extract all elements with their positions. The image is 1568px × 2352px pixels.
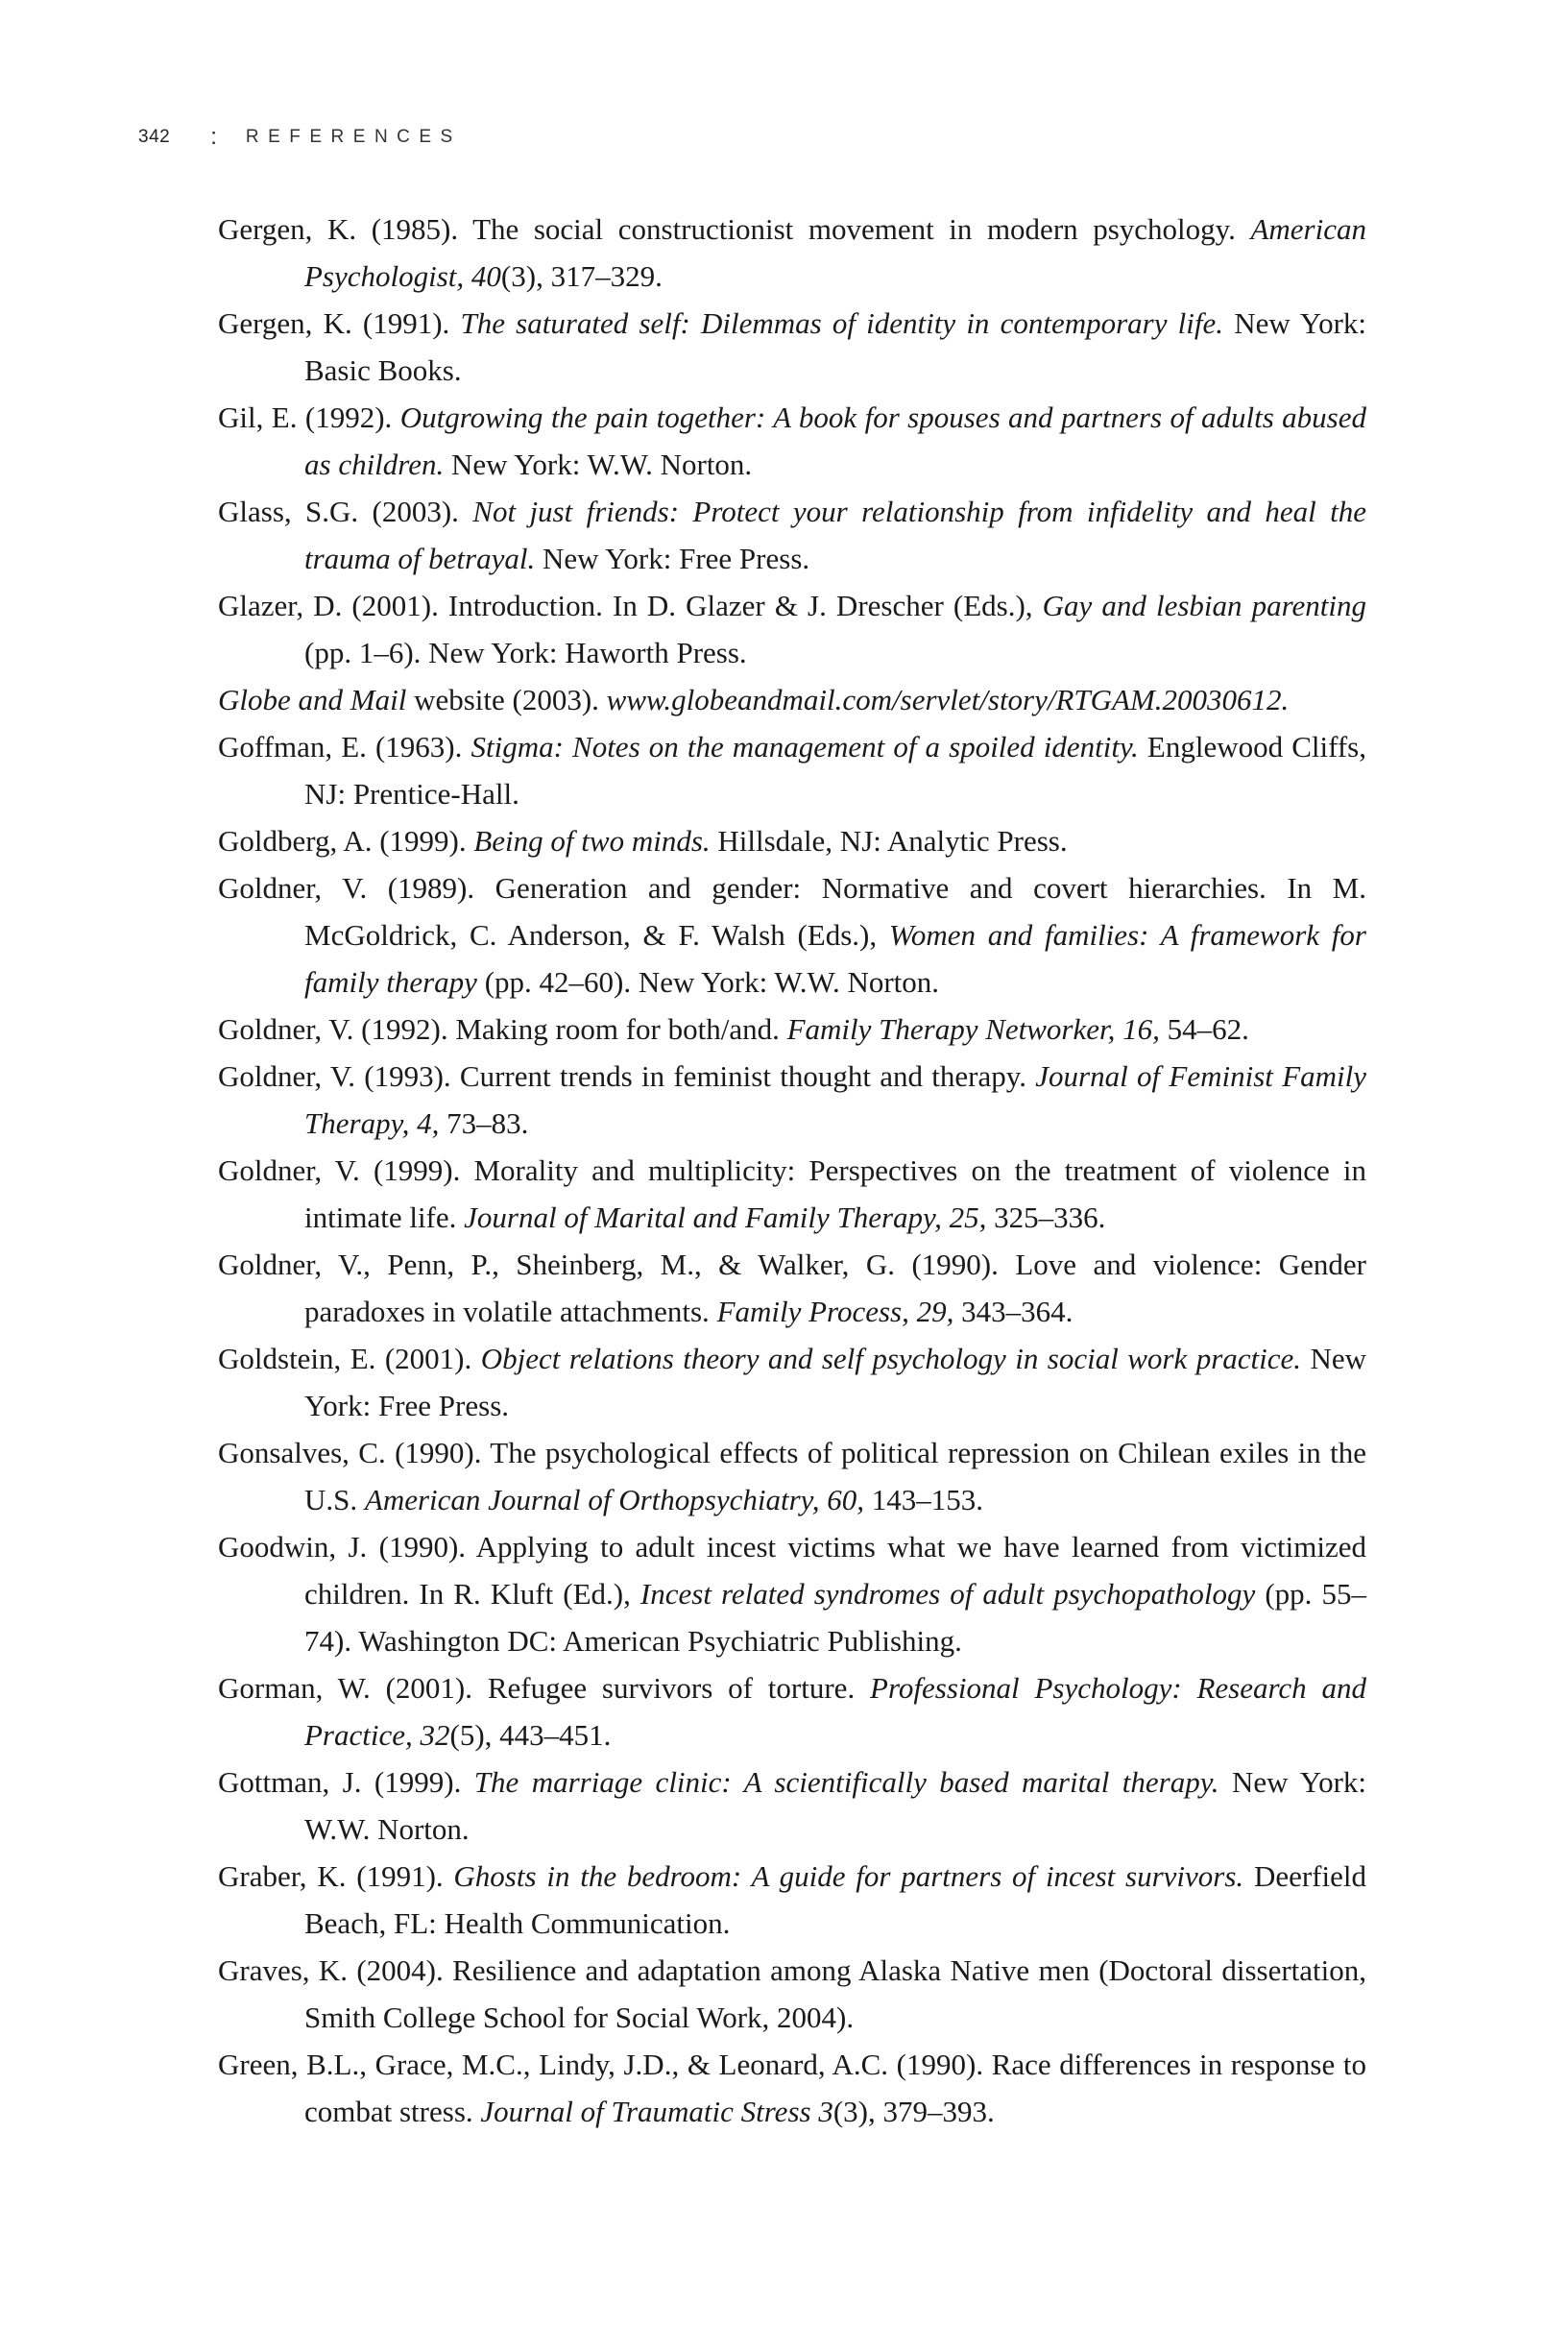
reference-text: Goldstein, E. (2001). (218, 1342, 481, 1375)
reference-text: (pp. 42–60). New York: W.W. Norton. (476, 965, 940, 999)
reference-title-italic: Professional Psychology: Research and Practice, 32 (304, 1671, 1367, 1752)
reference-entry (218, 1006, 1366, 1053)
reference-title-italic: Incest related syndromes of adult psychopathology (639, 1577, 1256, 1611)
reference-title-italic: Stigma: Notes on the management of a spoiled identity. (470, 730, 1139, 764)
reference-title-italic: Being of two minds. (473, 824, 711, 858)
reference-entry (218, 1335, 1366, 1429)
reference-text: website (2003). (406, 683, 607, 716)
reference-text: (pp. 55–74). Washington DC: American Psychiatric Publishing. (304, 1577, 1367, 1658)
reference-text: Goldberg, A. (1999). (218, 824, 474, 858)
reference-entry (218, 864, 1366, 1006)
reference-text: 343–364. (953, 1295, 1073, 1328)
reference-text: New York: W.W. Norton. (304, 1765, 1367, 1846)
reference-title-italic: Family Process, 29, (716, 1295, 954, 1328)
reference-text: New York: Basic Books. (304, 306, 1367, 387)
reference-entry (218, 676, 1366, 723)
reference-entry (218, 1853, 1366, 1947)
reference-title-italic: Outgrowing the pain together: A book for spouses and partners of adults abused as children. (304, 400, 1367, 481)
reference-entry (218, 1241, 1366, 1335)
reference-title-italic: Globe and Mail (218, 683, 407, 716)
reference-entry (218, 1947, 1366, 2041)
reference-title-italic: Women and families: A framework for family therapy (304, 918, 1366, 999)
reference-title-italic: Not just friends: Protect your relationship from infidelity and heal the trauma of betrayal. (304, 495, 1366, 575)
reference-title-italic: Journal of Feminist Family Therapy, 4, (304, 1059, 1367, 1140)
reference-text: Goldner, V., Penn, P., Sheinberg, M., & Walker, G. (1990). Love and violence: Gender paradoxes in volatile attachments. (218, 1248, 1366, 1328)
reference-text: Glass, S.G. (2003). (218, 495, 473, 528)
reference-text: Gergen, K. (1985). The social constructionist movement in modern psychology. (218, 212, 1251, 246)
section-title: REFERENCES (245, 127, 462, 147)
reference-text: Gorman, W. (2001). Refugee survivors of torture. (218, 1671, 871, 1705)
reference-entry (218, 1758, 1366, 1853)
running-head (138, 123, 462, 152)
reference-text: Goldner, V. (1992). Making room for both/and. (218, 1012, 787, 1046)
reference-title-italic: Journal of Traumatic Stress 3 (480, 2095, 833, 2128)
reference-text: New York: W.W. Norton. (444, 448, 753, 481)
reference-title-italic: Gay and lesbian parenting (1042, 589, 1367, 622)
reference-text: Gottman, J. (1999). (218, 1765, 474, 1799)
reference-title-italic: Family Therapy Networker, 16, (786, 1012, 1160, 1046)
reference-text: 325–336. (986, 1200, 1106, 1234)
reference-title-italic: The marriage clinic: A scientifically based marital therapy. (473, 1765, 1219, 1799)
reference-text: Gergen, K. (1991). (218, 306, 461, 340)
reference-text: Gonsalves, C. (1990). The psychological effects of political repression on Chilean exiles in the U.S. (218, 1436, 1366, 1516)
reference-text: Deerfield Beach, FL: Health Communication. (304, 1859, 1366, 1940)
reference-text: Green, B.L., Grace, M.C., Lindy, J.D., & Leonard, A.C. (1990). Race differences in response to combat stress. (218, 2048, 1366, 2128)
reference-text: Goodwin, J. (1990). Applying to adult incest victims what we have learned from victimized children. In R. Kluft (Ed.), (218, 1530, 1366, 1611)
reference-entry (218, 723, 1366, 817)
reference-title-italic: American Psychologist, 40 (304, 212, 1366, 293)
reference-entry (218, 1053, 1366, 1147)
reference-text: Englewood Cliffs, NJ: Prentice-Hall. (304, 730, 1366, 811)
reference-text: Goldner, V. (1999). Morality and multiplicity: Perspectives on the treatment of violence in intimate life. (218, 1153, 1366, 1234)
reference-entry (218, 1523, 1366, 1664)
reference-title-italic: www.globeandmail.com/servlet/story/RTGAM.20030612. (606, 683, 1290, 716)
reference-text: (3), 317–329. (500, 259, 663, 293)
reference-text: New York: Free Press. (304, 1342, 1366, 1422)
reference-entry (218, 206, 1366, 300)
reference-text: Goldner, V. (1993). Current trends in feminist thought and therapy. (218, 1059, 1036, 1093)
reference-entry (218, 394, 1366, 488)
reference-entry (218, 1147, 1366, 1241)
reference-text: Graber, K. (1991). (218, 1859, 454, 1893)
reference-text: (3), 379–393. (832, 2095, 995, 2128)
reference-text: Goldner, V. (1989). Generation and gender: Normative and covert hierarchies. In M. McGoldrick, C. Anderson, & F. Walsh (Eds.), (218, 871, 1366, 952)
reference-text: Gil, E. (1992). (218, 400, 400, 434)
reference-text: Graves, K. (2004). Resilience and adaptation among Alaska Native men (Doctoral dissertation, Smith College School for Social Work, 2004). (218, 1953, 1366, 2034)
reference-text: 54–62. (1159, 1012, 1249, 1046)
reference-text: 73–83. (439, 1106, 529, 1140)
reference-entry (218, 2041, 1366, 2135)
reference-entry (218, 1664, 1366, 1758)
reference-title-italic: Object relations theory and self psychology in social work practice. (480, 1342, 1302, 1375)
reference-entry (218, 300, 1366, 394)
reference-entry (218, 1429, 1366, 1523)
reference-text: (pp. 1–6). New York: Haworth Press. (304, 636, 747, 669)
reference-text: 143–153. (863, 1483, 983, 1516)
reference-title-italic: Journal of Marital and Family Therapy, 25, (464, 1200, 987, 1234)
reference-list (218, 206, 1366, 2135)
reference-title-italic: Ghosts in the bedroom: A guide for partners of incest survivors. (453, 1859, 1244, 1893)
reference-title-italic: The saturated self: Dilemmas of identity in contemporary life. (460, 306, 1224, 340)
reference-entry (218, 817, 1366, 864)
reference-entry (218, 582, 1366, 676)
reference-text: (5), 443–451. (449, 1718, 612, 1752)
reference-text: Hillsdale, NJ: Analytic Press. (710, 824, 1068, 858)
reference-text: Goffman, E. (1963). (218, 730, 471, 764)
header-separator: : (210, 124, 217, 150)
reference-title-italic: American Journal of Orthopsychiatry, 60, (364, 1483, 864, 1516)
reference-text: New York: Free Press. (535, 542, 810, 575)
page-number: 342 (138, 127, 171, 147)
reference-entry (218, 488, 1366, 582)
reference-text: Glazer, D. (2001). Introduction. In D. Glazer & J. Drescher (Eds.), (218, 589, 1043, 622)
